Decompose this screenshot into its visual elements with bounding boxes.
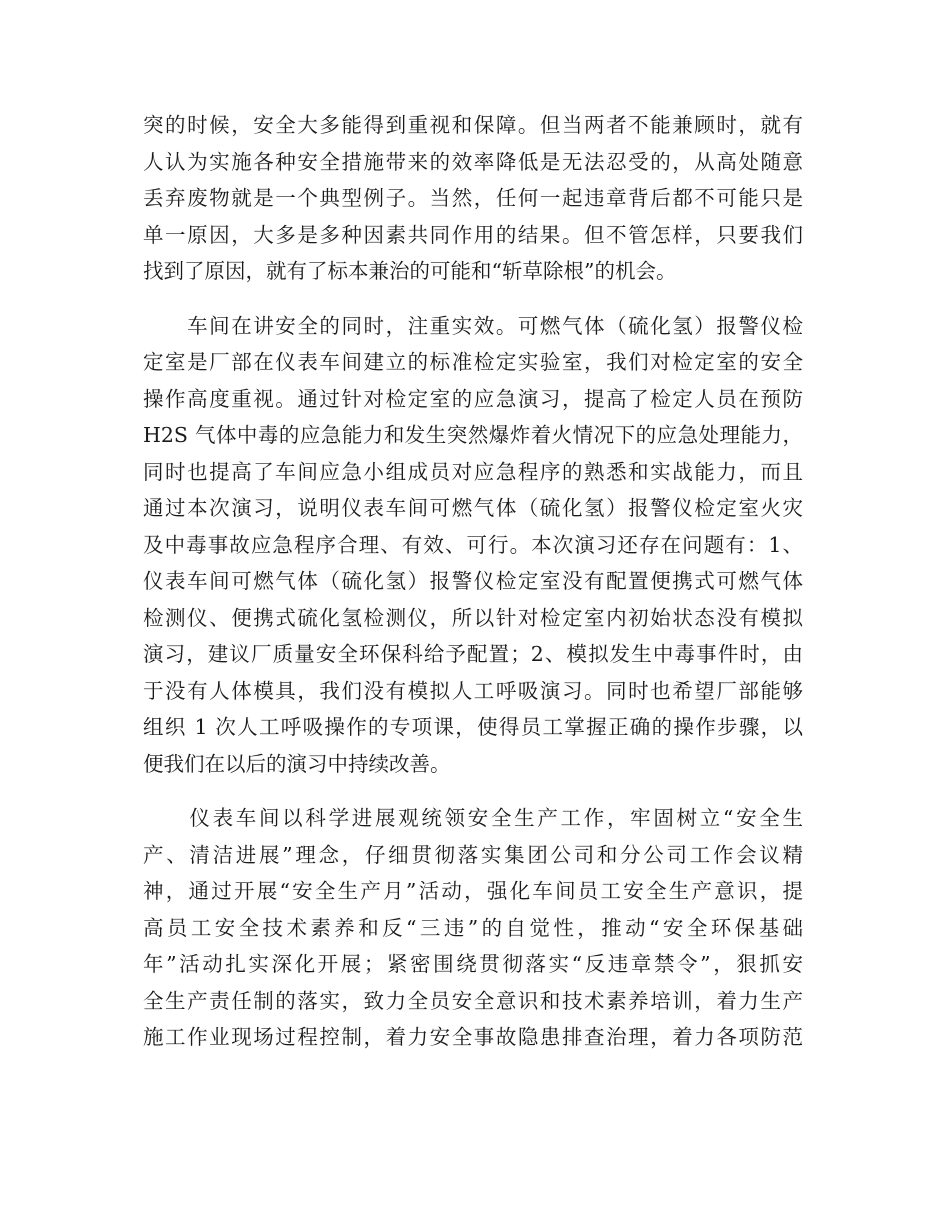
- text-line: 突的时候，安全大多能得到重视和保障。但当两者不能兼顾时，就有: [143, 113, 803, 137]
- text-line: 高员工安全技术素养和反“三违”的自觉性，推动“安全环保基础: [143, 915, 803, 940]
- paragraph: [143, 107, 803, 290]
- text-line: 产、清洁进展”理念，仔细贯彻落实集团公司和分公司工作会议精: [143, 842, 803, 867]
- text-line: 人认为实施各种安全措施带来的效率降低是无法忍受的，从高处随意: [143, 149, 803, 174]
- text-line: 车间在讲安全的同时，注重实效。可燃气体（硫化氢）报警仪检: [143, 313, 803, 338]
- paragraph: [143, 800, 803, 1056]
- text-line: 神，通过开展“安全生产月”活动，强化车间员工安全生产意识，提: [143, 879, 803, 903]
- text-line: 全生产责任制的落实，致力全员安全意识和技术素养培训，着力生产: [143, 988, 803, 1013]
- text-line: 找到了原因，就有了标本兼治的可能和“斩草除根”的机会。: [143, 259, 677, 283]
- text-line: 单一原因，大多是多种因素共同作用的结果。但不管怎样，只要我们: [143, 222, 803, 247]
- text-line: 同时也提高了车间应急小组成员对应急程序的熟悉和实战能力，而且: [143, 459, 803, 484]
- text-line: 施工作业现场过程控制，着力安全事故隐患排查治理，着力各项防范: [143, 1025, 803, 1049]
- text-line: H2S 气体中毒的应急能力和发生突然爆炸着火情况下的应急处理能力，: [143, 423, 803, 447]
- text-line: 检测仪、便携式硫化氢检测仪，所以针对检定室内初始状态没有模拟: [143, 605, 803, 630]
- document-body: [143, 107, 803, 1074]
- text-line: 通过本次演习，说明仪表车间可燃气体（硫化氢）报警仪检定室火灾: [143, 496, 803, 520]
- text-line: 定室是厂部在仪表车间建立的标准检定实验室，我们对检定室的安全: [143, 350, 803, 374]
- paragraph: [143, 308, 803, 783]
- text-line: 演习，建议厂质量安全环保科给予配置；2、模拟发生中毒事件时，由: [143, 642, 803, 666]
- text-line: 仪表车间可燃气体（硫化氢）报警仪检定室没有配置便携式可燃气体: [143, 569, 803, 593]
- text-line: 便我们在以后的演习中持续改善。: [143, 751, 451, 776]
- text-line: 组织 1 次人工呼吸操作的专项课，使得员工掌握正确的操作步骤，以: [143, 715, 803, 739]
- text-line: 及中毒事故应急程序合理、有效、可行。本次演习还存在问题有：1、: [143, 532, 803, 557]
- text-line: 丢弃废物就是一个典型例子。当然，任何一起违章背后都不可能只是: [143, 186, 803, 210]
- text-line: 年”活动扎实深化开展；紧密围绕贯彻落实“反违章禁令”，狠抓安: [143, 952, 803, 976]
- text-line: 仪表车间以科学进展观统领安全生产工作，牢固树立“安全生: [143, 806, 803, 830]
- text-line: 操作高度重视。通过针对检定室的应急演习，提高了检定人员在预防: [143, 386, 803, 411]
- text-line: 于没有人体模具，我们没有模拟人工呼吸演习。同时也希望厂部能够: [143, 678, 803, 703]
